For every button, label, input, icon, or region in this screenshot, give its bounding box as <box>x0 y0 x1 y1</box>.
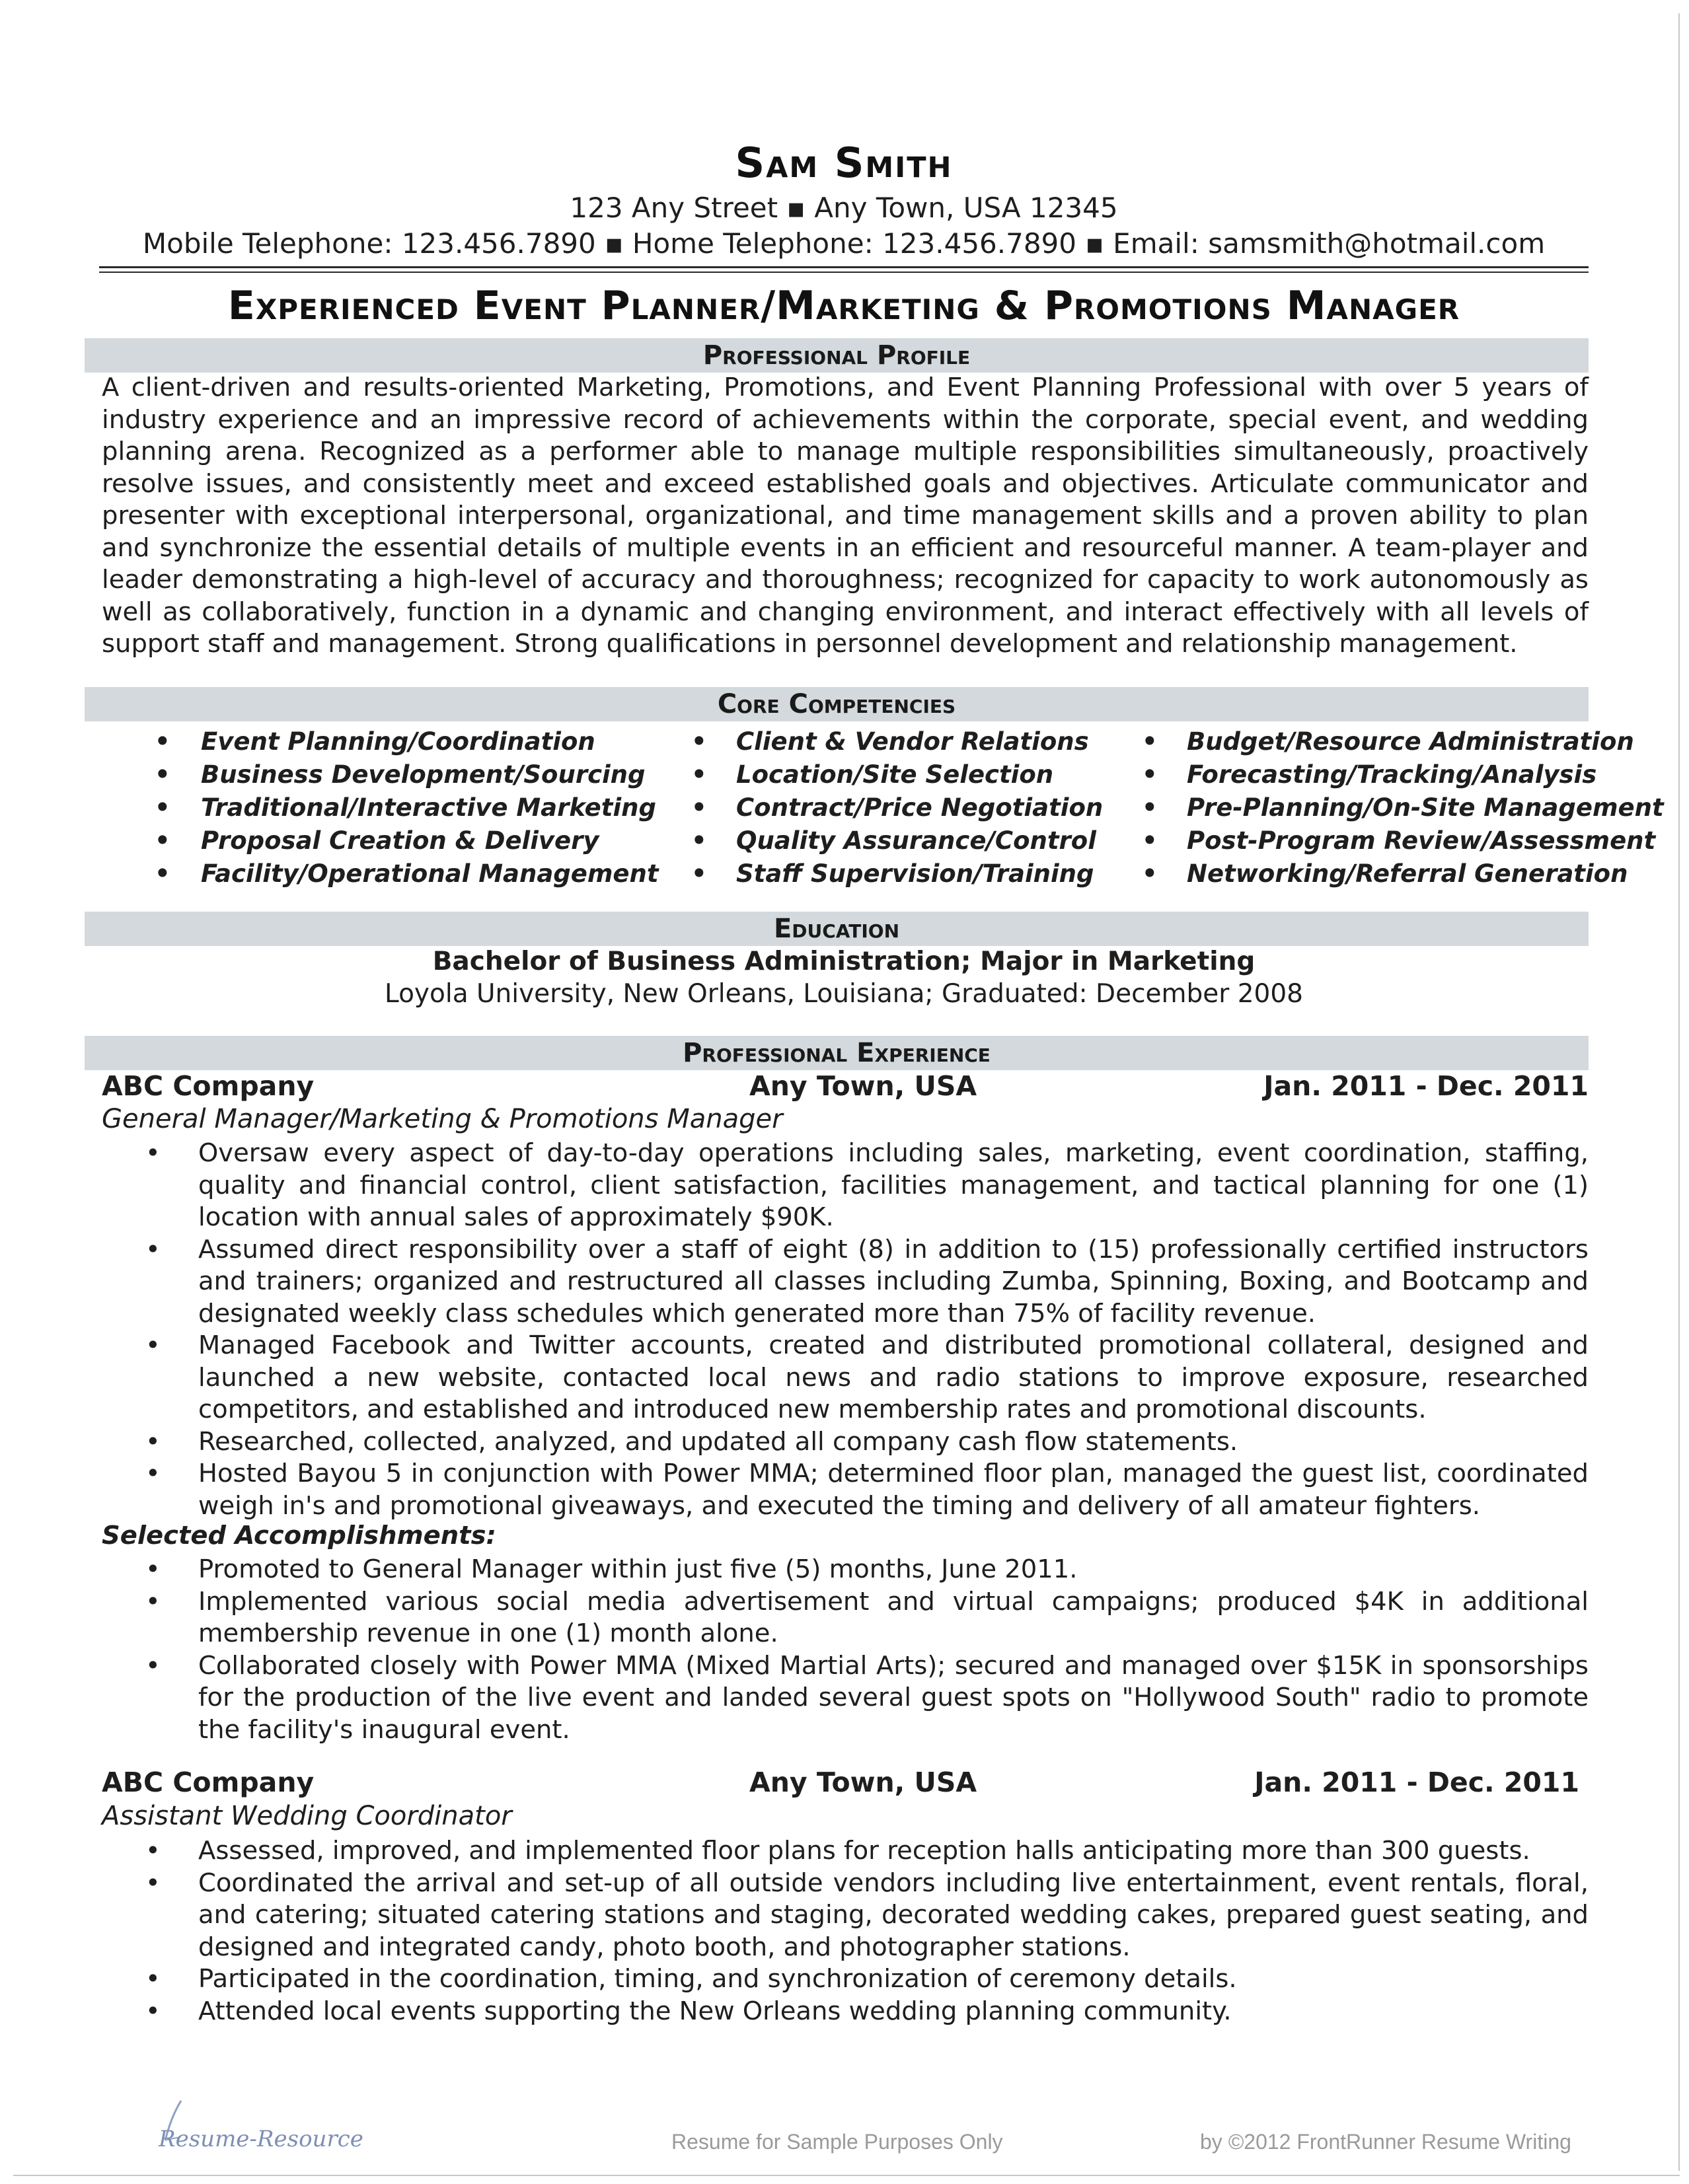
competency-item: • Traditional/Interactive Marketing <box>155 793 656 822</box>
competency-item: • Proposal Creation & Delivery <box>155 826 599 855</box>
list-item: • Collaborated closely with Power MMA (Mixed Martial Arts); secured and managed over $15K in sponsorships for the production of the live event and landed several guest spots on "Hollywood South" radio to promote the facility's inaugural event. <box>145 1650 1589 1745</box>
job-title: General Manager/Marketing & Promotions Manager <box>102 1104 783 1134</box>
competencies-column-1 <box>155 725 659 891</box>
section-heading-education: Education <box>85 912 1589 946</box>
job-company: ABC Company <box>102 1070 315 1102</box>
list-item: • Coordinated the arrival and set-up of all outside vendors including live entertainment, event rentals, floral, and catering; situated catering stations and staging, decorated wedding cakes, prepared guest seating, and designed and integrated candy, photo booth, and photographer stations. <box>145 1868 1589 1962</box>
competency-item: • Location/Site Selection <box>691 760 1054 789</box>
job-header <box>102 1070 1589 1103</box>
section-heading-profile: Professional Profile <box>85 338 1589 373</box>
competency-item: • Staff Supervision/Training <box>691 859 1094 888</box>
page-border-bottom <box>13 2175 1680 2176</box>
accomplishments-list <box>145 1554 1589 1746</box>
competency-item: • Networking/Referral Generation <box>1142 859 1628 888</box>
list-item: • Assessed, improved, and implemented floor plans for reception halls anticipating more than 300 guests. <box>145 1836 1530 1866</box>
list-item: • Assumed direct responsibility over a staff of eight (8) in addition to (15) professionally certified instructors and trainers; organized and restructured all classes including Zumba, Spinning, Boxing, and Bootcamp and designated weekly class schedules which generated more than 75% of facility revenue. <box>145 1234 1589 1329</box>
competency-item: • Budget/Resource Administration <box>1142 727 1634 756</box>
job-responsibilities <box>145 1138 1589 1522</box>
job-location: Any Town, USA <box>749 1766 977 1798</box>
competency-item: • Quality Assurance/Control <box>691 826 1096 855</box>
competency-item: • Event Planning/Coordination <box>155 727 595 756</box>
job-title: Assistant Wedding Coordinator <box>102 1801 512 1831</box>
header-rule <box>99 266 1589 268</box>
section-heading-experience: Professional Experience <box>85 1036 1589 1070</box>
competency-item: • Contract/Price Negotiation <box>691 793 1104 822</box>
contact-line: Mobile Telephone: 123.456.7890 ▪ Home Telephone: 123.456.7890 ▪ Email: samsmith@hotmail.com <box>142 227 1546 260</box>
competency-item: • Post-Program Review/Assessment <box>1142 826 1656 855</box>
competency-item: • Business Development/Sourcing <box>155 760 646 789</box>
job-header <box>102 1766 1589 1800</box>
list-item: • Researched, collected, analyzed, and updated all company cash flow statements. <box>145 1426 1238 1457</box>
job-dates: Jan. 2011 - Dec. 2011 <box>1263 1070 1589 1102</box>
list-item: • Managed Facebook and Twitter accounts, created and distributed promotional collateral, designed and launched a new website, contacted local news and radio stations to improve exposure, researched competitors, and established and introduced new membership rates and promotional discounts. <box>145 1330 1589 1424</box>
footer-disclaimer: Resume for Sample Purposes Only <box>671 2130 1003 2154</box>
job-dates: Jan. 2011 - Dec. 2011 <box>1254 1766 1579 1798</box>
competency-item: • Client & Vendor Relations <box>691 727 1089 756</box>
header-rule-thin <box>99 272 1589 273</box>
footer-credit: by ©2012 FrontRunner Resume Writing <box>1200 2130 1571 2154</box>
address-line: 123 Any Street ▪ Any Town, USA 12345 <box>570 192 1118 224</box>
competency-item: • Pre-Planning/On-Site Management <box>1142 793 1664 822</box>
profile-paragraph: A client-driven and results-oriented Marketing, Promotions, and Event Planning Professional with over 5 years of industry experience and an impressive record of achievements within the corporate, special event, and wedding planning arena. Recognized as a performer able to manage multiple responsibilities simultaneously, proactively resolve issues, and consistently meet and exceed established goals and objectives. Articulate communicator and presenter with exceptional interpersonal, organizational, and time management skills and a proven ability to plan and synchronize the essential details of multiple events in an efficient and resourceful manner. A team-player and leader demonstrating a high-level of accuracy and thoroughness; recognized for capacity to work autonomously as well as collaboratively, function in a dynamic and changing environment, and interact effectively with all levels of support staff and management. Strong qualifications in personnel development and relationship management. <box>102 373 1589 659</box>
page-border-right <box>1678 13 1680 2171</box>
list-item: • Attended local events supporting the New Orleans wedding planning community. <box>145 1996 1232 2026</box>
section-heading-competencies: Core Competencies <box>85 687 1589 721</box>
competency-item: • Forecasting/Tracking/Analysis <box>1142 760 1597 789</box>
education-school: Loyola University, New Orleans, Louisiana; Graduated: December 2008 <box>385 979 1303 1009</box>
competencies-column-2 <box>691 725 1104 891</box>
list-item: • Implemented various social media advertisement and virtual campaigns; produced $4K in additional membership revenue in one (1) month alone. <box>145 1586 1589 1648</box>
resume-headline: Experienced Event Planner/Marketing & Promotions Manager <box>227 283 1460 329</box>
list-item: • Oversaw every aspect of day-to-day operations including sales, marketing, event coordination, staffing, quality and financial control, client satisfaction, facilities management, and tactical planning for one (1) location with annual sales of approximately $90K. <box>145 1138 1589 1232</box>
job-location: Any Town, USA <box>749 1070 977 1102</box>
competencies-column-3 <box>1142 725 1664 891</box>
job-company: ABC Company <box>102 1766 315 1798</box>
accomplishments-heading: Selected Accomplishments: <box>102 1521 496 1550</box>
list-item: • Participated in the coordination, timing, and synchronization of ceremony details. <box>145 1964 1237 1994</box>
competency-item: • Facility/Operational Management <box>155 859 659 888</box>
footer-logo-text: Resume-Resource <box>159 2126 363 2152</box>
candidate-name: Sam Smith <box>735 139 953 187</box>
education-degree: Bachelor of Business Administration; Major in Marketing <box>432 947 1256 976</box>
list-item: • Promoted to General Manager within just five (5) months, June 2011. <box>145 1554 1078 1584</box>
list-item: • Hosted Bayou 5 in conjunction with Power MMA; determined floor plan, managed the guest list, coordinated weigh in's and promotional giveaways, and executed the timing and delivery of all amateur fighters. <box>145 1459 1589 1521</box>
job-responsibilities <box>145 1835 1589 2027</box>
